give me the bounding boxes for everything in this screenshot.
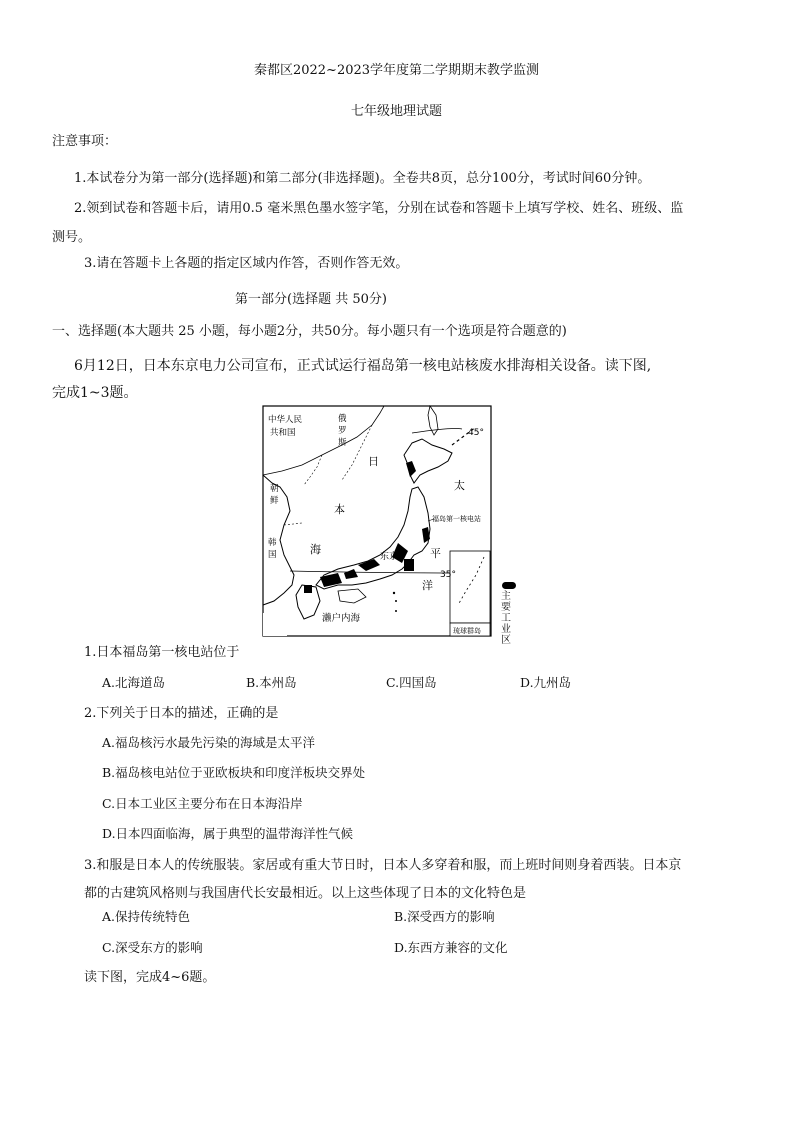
industrial-zone-swatch <box>502 582 516 589</box>
map-label-prc: 中华人民 <box>268 415 303 425</box>
question-3-stem-line-1: 3.和服是日本人的传统服装。家居或有重大节日时，日本人多穿着和服，而上班时间则身着西装。日本京 <box>84 858 682 873</box>
question-3-option-b: B.深受西方的影响 <box>394 909 495 924</box>
map-label-prc-2: 共和国 <box>270 428 296 438</box>
question-3-stem-line-2: 都的古建筑风格则与我国唐代长安最相近。以上这些体现了日本的文化特色是 <box>84 886 527 901</box>
question-3-option-c: C.深受东方的影响 <box>102 940 203 955</box>
map-label-tokyo: 东京 <box>380 552 399 562</box>
question-2-option-b: B.福岛核电站位于亚欧板块和印度洋板块交界处 <box>102 765 366 780</box>
notice-item-2-line-2: 测号。 <box>52 230 92 245</box>
question-3-option-d: D.东西方兼容的文化 <box>394 940 508 955</box>
notice-heading: 注意事项： <box>52 134 118 149</box>
next-questions-prompt: 读下图，完成4~6题。 <box>84 970 216 985</box>
map-label-korea-2: 国 <box>268 550 277 560</box>
map-label-setonaikai: 濑户内海 <box>322 613 361 624</box>
question-1-stem: 1.日本福岛第一核电站位于 <box>84 645 240 660</box>
map-label-pac-tai: 太 <box>454 479 465 492</box>
question-1-option-d: D.九州岛 <box>520 675 572 690</box>
map-label-korea-1: 韩 <box>268 538 277 548</box>
section-heading: 一、选择题(本大题共 25 小题，每小题2分，共50分。每小题只有一个选项是符合题意的) <box>52 324 567 339</box>
map-label-lat-45: 45° <box>468 428 484 438</box>
map-label-ryukyu: 琉球群岛 <box>453 627 481 635</box>
part1-heading: 第一部分(选择题 共 50分) <box>235 292 387 307</box>
intro-line-2: 完成1~3题。 <box>52 385 138 401</box>
map-label-dprk-1: 朝 <box>270 484 279 494</box>
question-3-option-a: A.保持传统特色 <box>102 909 191 924</box>
map-label-fukushima: 福岛第一核电站 <box>432 515 481 523</box>
notice-item-3: 3.请在答题卡上各题的指定区域内作答，否则作答无效。 <box>84 256 409 271</box>
map-label-sea-hai: 海 <box>310 543 321 556</box>
notice-item-2-line-1: 2.领到试卷和答题卡后，请用0.5 毫米黑色墨水签字笔，分别在试卷和答题卡上填写学校、姓名、班级、监 <box>74 201 684 216</box>
map-legend <box>498 582 528 646</box>
legend-label: 主要工业区 <box>501 591 511 646</box>
map-label-pac-yang: 洋 <box>422 579 433 592</box>
map-label-russia-3: 斯 <box>338 438 347 448</box>
question-2-option-d: D.日本四面临海，属于典型的温带海洋性气候 <box>102 826 354 841</box>
question-1-option-c: C.四国岛 <box>386 675 437 690</box>
exam-subtitle: 七年级地理试题 <box>350 104 442 119</box>
map-label-sea-ri: 日 <box>368 455 379 468</box>
notice-item-1: 1.本试卷分为第一部分(选择题)和第二部分(非选择题)。全卷共8页，总分100分，考试时间60分钟。 <box>74 171 651 186</box>
map-label-sea-ben: 本 <box>334 503 345 516</box>
exam-title: 秦都区2022~2023学年度第二学期期末教学监测 <box>253 63 540 78</box>
question-2-option-a: A.福岛核污水最先污染的海域是太平洋 <box>102 735 316 750</box>
intro-line-1: 6月12日，日本东京电力公司宣布，正式试运行福岛第一核电站核废水排海相关设备。读下图, <box>74 358 652 374</box>
map-label-russia-1: 俄 <box>338 414 347 424</box>
map-label-pac-ping: 平 <box>430 547 441 560</box>
map-label-dprk-2: 鲜 <box>270 496 279 506</box>
question-2-stem: 2.下列关于日本的描述，正确的是 <box>84 706 279 721</box>
japan-map <box>262 405 492 637</box>
question-1-option-b: B.本州岛 <box>246 675 297 690</box>
question-1-option-a: A.北海道岛 <box>102 675 166 690</box>
question-2-option-c: C.日本工业区主要分布在日本海沿岸 <box>102 796 303 811</box>
map-label-lat-35: 35° <box>440 570 456 580</box>
map-label-russia-2: 罗 <box>338 426 347 436</box>
